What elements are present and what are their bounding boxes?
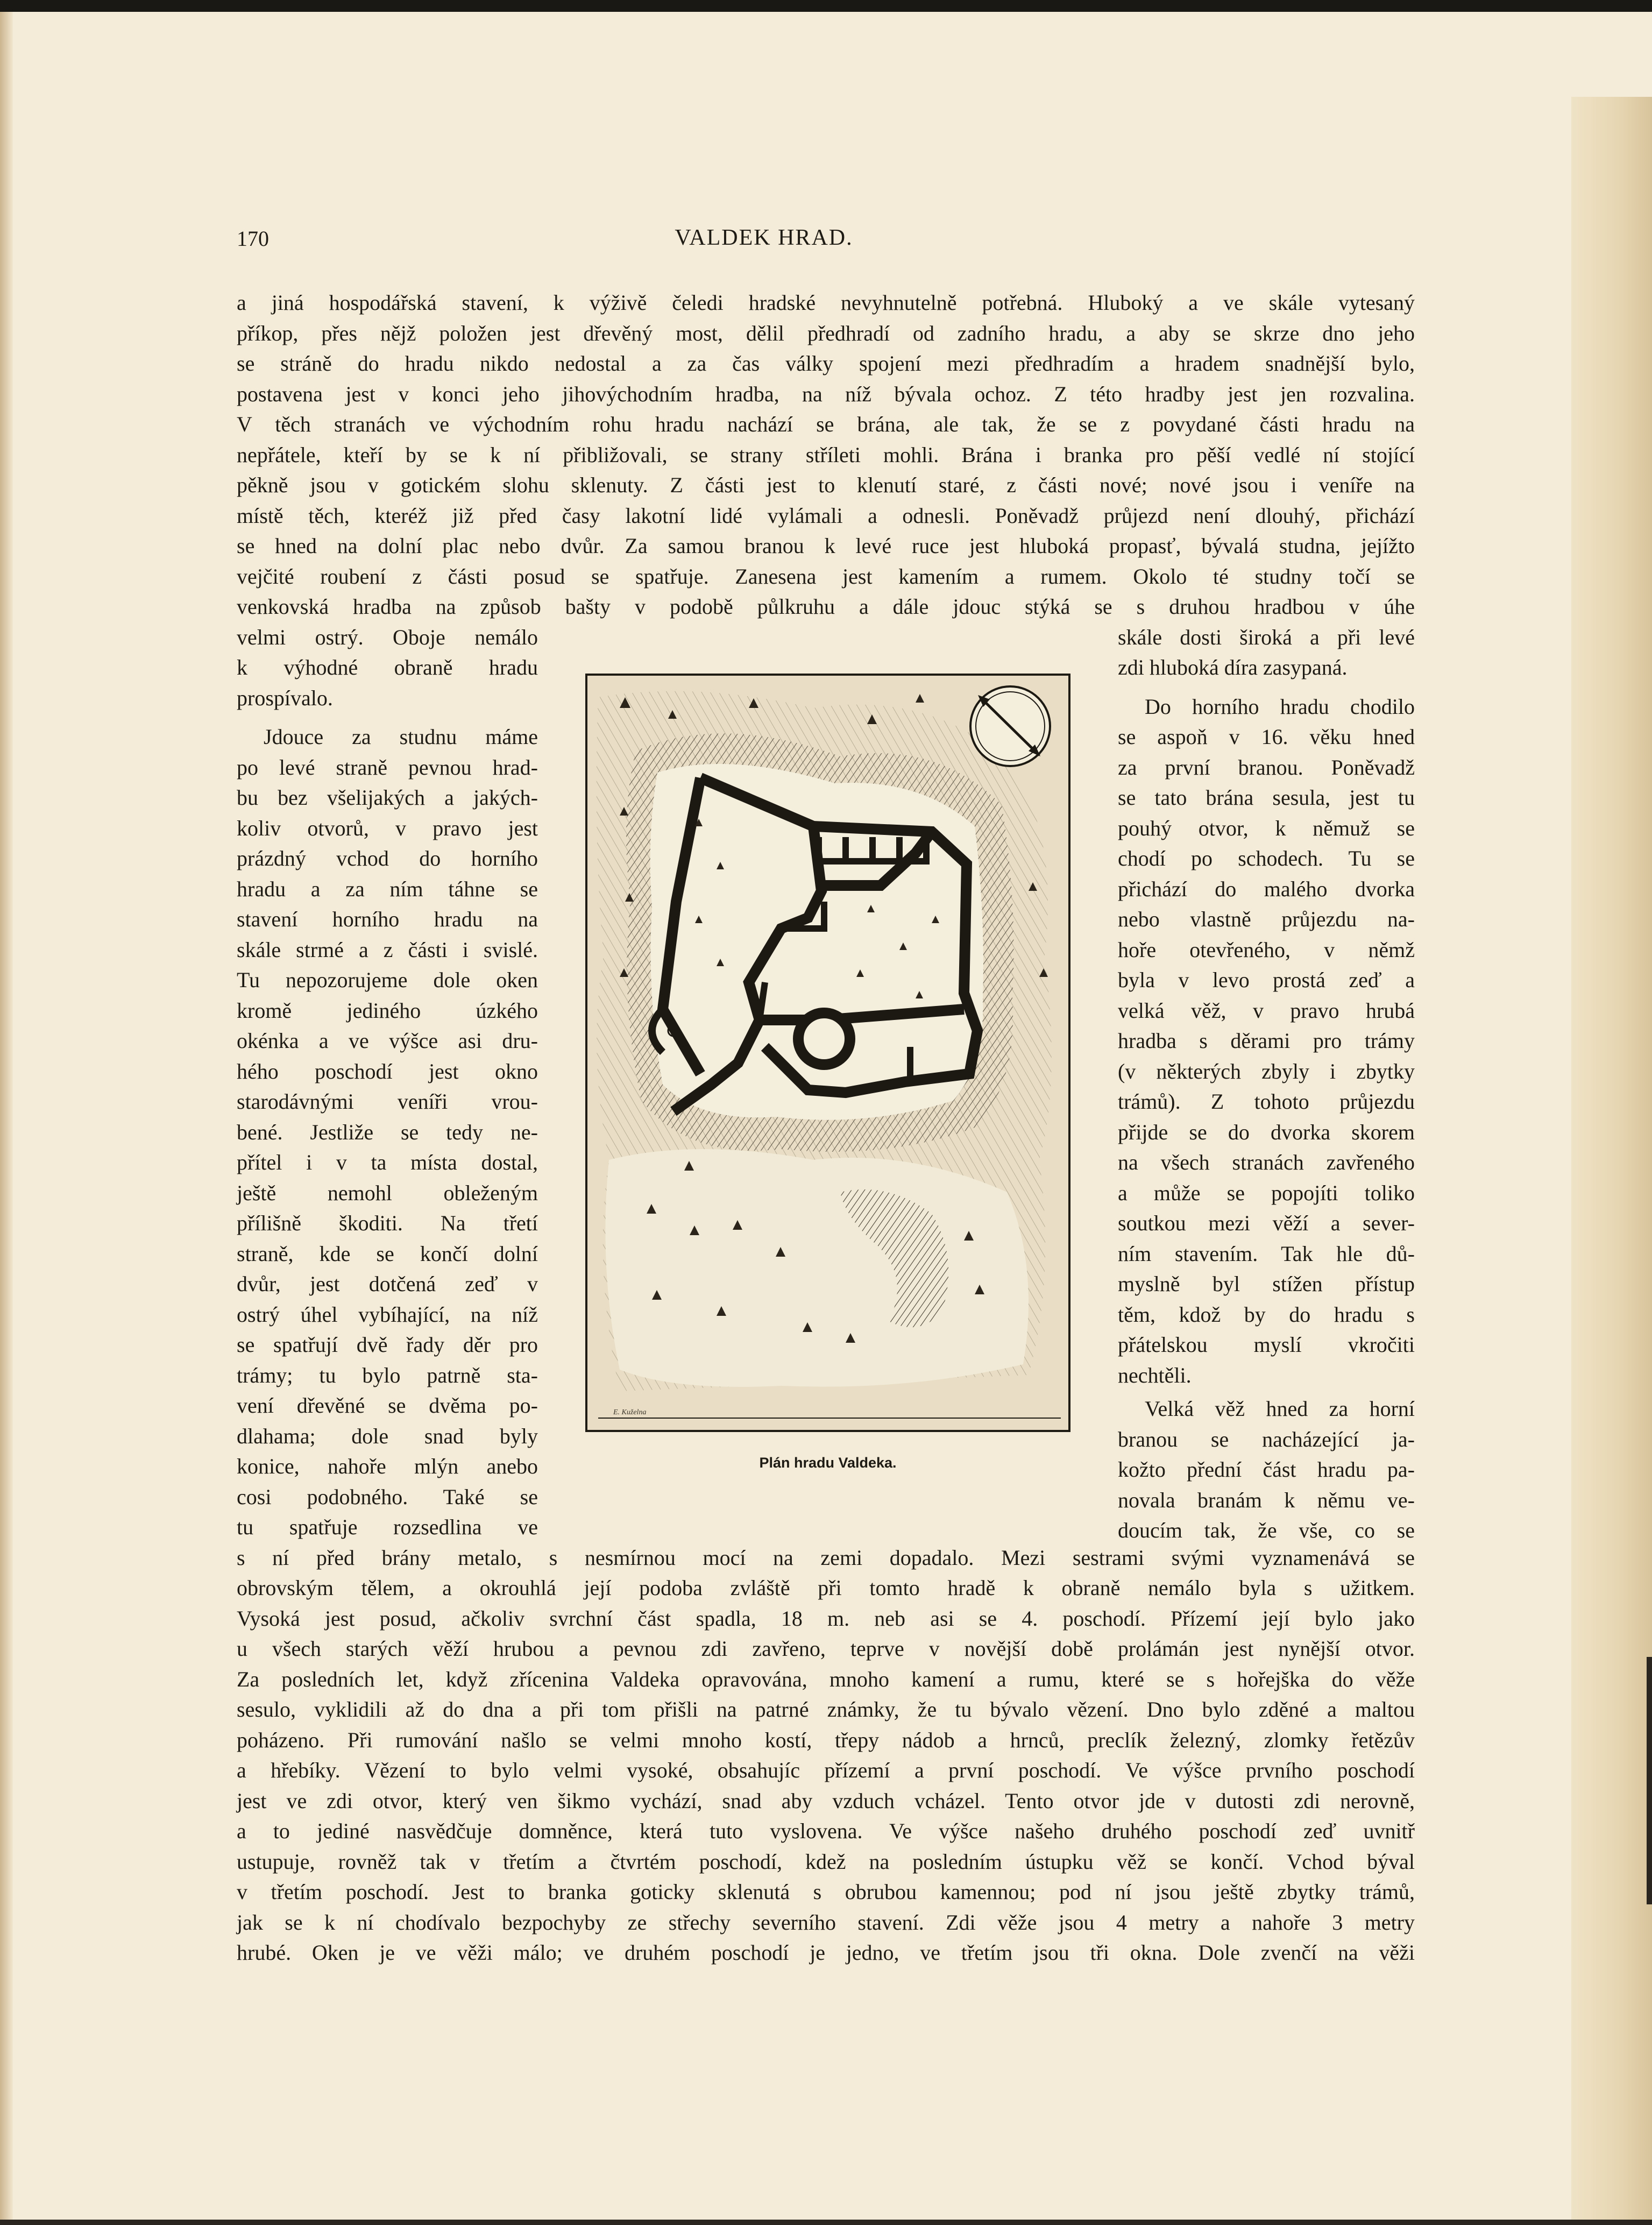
- text-line: po levé straně pevnou hrad-: [237, 755, 538, 780]
- text-line: nechtěli.: [1118, 1363, 1192, 1387]
- text-line: a to jediné nasvědčuje domněnce, která tuto vyslovena. Ve výšce našeho druhého poschodí zeď uvnitř: [237, 1819, 1415, 1843]
- text-line: skále dosti široká a při levé: [1118, 625, 1415, 649]
- text-line: a může se popojíti toliko: [1118, 1180, 1415, 1205]
- engraver-signature: E. Kuželna: [613, 1408, 647, 1416]
- text-line: stavení horního hradu na: [237, 907, 538, 931]
- text-line: nepřátele, kteří by se k ní přibližovali, se strany stříleti mohli. Brána i branka pro pěší vedlé ní stojící: [237, 442, 1415, 467]
- text-line: k výhodné obraně hradu: [237, 655, 538, 679]
- text-line: (v některých zbyly i zbytky: [1118, 1059, 1415, 1083]
- text-line: novala branám k němu ve-: [1118, 1487, 1415, 1512]
- text-line: příkop, přes nějž položen jest dřevěný most, dělil předhradí od zadního hradu, a aby se skrze dno jeho: [237, 321, 1415, 345]
- text-line: Velká věž hned za horní: [1145, 1397, 1415, 1421]
- text-line: přátelskou myslí vkročiti: [1118, 1333, 1415, 1357]
- text-line: doucím tak, že vše, co se: [1118, 1518, 1415, 1542]
- text-line: obrovským tělem, a okrouhlá její podoba zvláště při tomto hradě k obraně nemálo byla s užitkem.: [237, 1576, 1415, 1600]
- text-line: se aspoň v 16. věku hned: [1118, 725, 1415, 749]
- text-line: velmi ostrý. Oboje nemálo: [237, 625, 538, 649]
- text-line: u všech starých věží hrubou a pevnou zdi zavřeno, teprve v novější době prolámán jest nynější otvor.: [237, 1636, 1415, 1661]
- text-line: Jdouce za studnu máme: [264, 725, 538, 749]
- text-line: hradba s děrami pro trámy: [1118, 1029, 1415, 1053]
- page-number: 170: [237, 226, 269, 251]
- text-line: jak se k ní chodívalo bezpochyby ze střechy severního stavení. Zdi věže jsou 4 metry a nahoře 3 metry: [237, 1910, 1415, 1935]
- text-line: venkovská hradba na způsob bašty v podobě půlkruhu a dále jdouc stýká se s druhou hradbou v úhe: [237, 594, 1415, 619]
- text-line: straně, kde se končí dolní: [237, 1241, 538, 1266]
- text-line: Vysoká jest posud, ačkoliv svrchní část spadla, 18 m. neb asi se 4. poschodí. Přízemí její bylo jako: [237, 1606, 1415, 1631]
- text-line: ostrý úhel vybíhající, na níž: [237, 1302, 538, 1327]
- text-line: okénka a ve výšce asi dru-: [237, 1029, 538, 1053]
- text-line: myslně byl stížen přístup: [1118, 1272, 1415, 1296]
- text-line: konice, nahoře mlýn anebo: [237, 1454, 538, 1478]
- text-line: hrubé. Oken je ve věži málo; ve druhém poschodí je jedno, ve třetím jsou tři okna. Dole zvenčí na věži: [237, 1940, 1415, 1965]
- text-line: ním stavením. Tak hle dů-: [1118, 1241, 1415, 1266]
- text-line: pěkně jsou v gotickém slohu sklenuty. Z části jest to klenutí staré, z části nové; nové jsou i veníře na: [237, 473, 1415, 497]
- castle-plan-icon: [587, 676, 1068, 1430]
- text-line: místě těch, kteréž již před časy lakotní lidé vylámali a odnesli. Poněvadž průjezd není dlouhý, přichází: [237, 503, 1415, 528]
- running-title: VALDEK HRAD.: [675, 225, 853, 250]
- page-right-edge: [1571, 97, 1652, 2225]
- text-line: přichází do malého dvorka: [1118, 876, 1415, 901]
- text-line: těm, kdož by do hradu s: [1118, 1302, 1415, 1327]
- text-line: vení dřevěné se dvěma po-: [237, 1393, 538, 1418]
- castle-plan-figure: [585, 674, 1070, 1432]
- text-line: Do horního hradu chodilo: [1145, 694, 1415, 719]
- text-line: za první branou. Poněvadž: [1118, 755, 1415, 780]
- binding-mark: [1647, 1657, 1652, 1904]
- text-line: Za posledních let, když zřícenina Valdeka opravována, mnoho kamení a rumu, které se s hořejška do věže: [237, 1667, 1415, 1691]
- text-line: vejčité roubení z části posud se spatřuje. Zanesena jest kamením a rumem. Okolo té studny točí se: [237, 564, 1415, 589]
- text-line: hoře otevřeného, v němž: [1118, 937, 1415, 962]
- text-line: branou se nacházející ja-: [1118, 1427, 1415, 1451]
- text-line: koliv otvorů, v pravo jest: [237, 816, 538, 840]
- text-line: skále strmé a z části i svislé.: [237, 937, 538, 962]
- figure-caption: Plán hradu Valdeka.: [759, 1455, 897, 1471]
- text-line: trámy; tu bylo patrně sta-: [237, 1363, 538, 1387]
- text-line: pouhý otvor, k němuž se: [1118, 816, 1415, 840]
- text-line: trámů). Z tohoto průjezdu: [1118, 1089, 1415, 1114]
- page-top-edge: [0, 0, 1652, 12]
- text-line: postavena jest v konci jeho jihovýchodním hradba, na níž bývala ochoz. Z této hradby jest jen rozvalina.: [237, 381, 1415, 406]
- text-line: velká věž, v pravo hrubá: [1118, 998, 1415, 1023]
- text-line: Tu nepozorujeme dole oken: [237, 968, 538, 992]
- text-line: hého poschodí jest okno: [237, 1059, 538, 1083]
- text-line: kožto přední část hradu pa-: [1118, 1457, 1415, 1482]
- text-line: na všech stranách zavřeného: [1118, 1150, 1415, 1174]
- text-line: chodí po schodech. Tu se: [1118, 846, 1415, 870]
- text-line: bené. Jestliže se tedy ne-: [237, 1119, 538, 1144]
- text-line: ustupuje, rovněž tak v třetím a čtvrtém poschodí, kdež na posledním ústupku věž se končí. Vchod býval: [237, 1849, 1415, 1874]
- text-line: přílišně škoditi. Na třetí: [237, 1211, 538, 1235]
- text-line: zdi hluboká díra zasypaná.: [1118, 655, 1348, 679]
- page-bottom-edge: [0, 2220, 1652, 2225]
- text-line: se hned na dolní plac nebo dvůr. Za samou branou k levé ruce jest hluboká propasť, bývalá studna, jejížto: [237, 534, 1415, 558]
- text-line: se stráně do hradu nikdo nedostal a za čas války spojení mezi předhradím a hradem snadnější bylo,: [237, 351, 1415, 375]
- text-line: s ní před brány metalo, s nesmírnou mocí na zemi dopadalo. Mezi sestrami svými vyznamenává se: [237, 1545, 1415, 1570]
- text-line: starodávnými veníři vrou-: [237, 1089, 538, 1114]
- text-line: přítel i v ta místa dostal,: [237, 1150, 538, 1174]
- text-line: soutkou mezi věží a sever-: [1118, 1211, 1415, 1235]
- page-left-edge: [0, 12, 13, 2225]
- text-line: ještě nemohl obleženým: [237, 1180, 538, 1205]
- text-line: dlahama; dole snad byly: [237, 1423, 538, 1448]
- text-line: nebo vlastně průjezdu na-: [1118, 907, 1415, 931]
- text-line: sesulo, vyklidili až do dna a při tom přišli na patrné známky, že tu bývalo vězení. Dno bylo zděné a maltou: [237, 1697, 1415, 1721]
- text-line: a jiná hospodářská stavení, k výživě čeledi hradské nevyhnutelně potřebná. Hluboký a ve skále vytesaný: [237, 290, 1415, 315]
- text-line: přijde se do dvorka skorem: [1118, 1119, 1415, 1144]
- text-line: prázdný vchod do horního: [237, 846, 538, 870]
- text-line: v třetím poschodí. Jest to branka goticky sklenutá s obrubou kamennou; pod ní jsou ještě zbytky trámů,: [237, 1880, 1415, 1904]
- text-line: bu bez všelijakých a jakých-: [237, 785, 538, 810]
- text-line: dvůr, jest dotčená zeď v: [237, 1272, 538, 1296]
- text-line: jest ve zdi otvor, který ven šikmo vychází, snad aby vzduch vcházel. Tento otvor jde v dutosti zdi nerovně,: [237, 1788, 1415, 1813]
- text-line: hradu a za ním táhne se: [237, 876, 538, 901]
- text-line: se spatřují dvě řady děr pro: [237, 1333, 538, 1357]
- text-line: a hřebíky. Vězení to bylo velmi vysoké, obsahujíc přízemí a první poschodí. Ve výšce prvního poschodí: [237, 1758, 1415, 1782]
- text-line: tu spatřuje rozsedlina ve: [237, 1515, 538, 1539]
- text-line: byla v levo prostá zeď a: [1118, 968, 1415, 992]
- text-line: se tato brána sesula, jest tu: [1118, 785, 1415, 810]
- text-line: cosi podobného. Také se: [237, 1484, 538, 1509]
- text-line: V těch stranách ve východním rohu hradu nachází se brána, ale tak, že se z povydané části hradu na: [237, 412, 1415, 436]
- text-line: prospívalo.: [237, 685, 333, 710]
- text-line: kromě jediného úzkého: [237, 998, 538, 1023]
- text-line: poházeno. Při rumování našlo se velmi mnoho kostí, třepy nádob a hrnců, preclík železný, zlomky řetězův: [237, 1727, 1415, 1752]
